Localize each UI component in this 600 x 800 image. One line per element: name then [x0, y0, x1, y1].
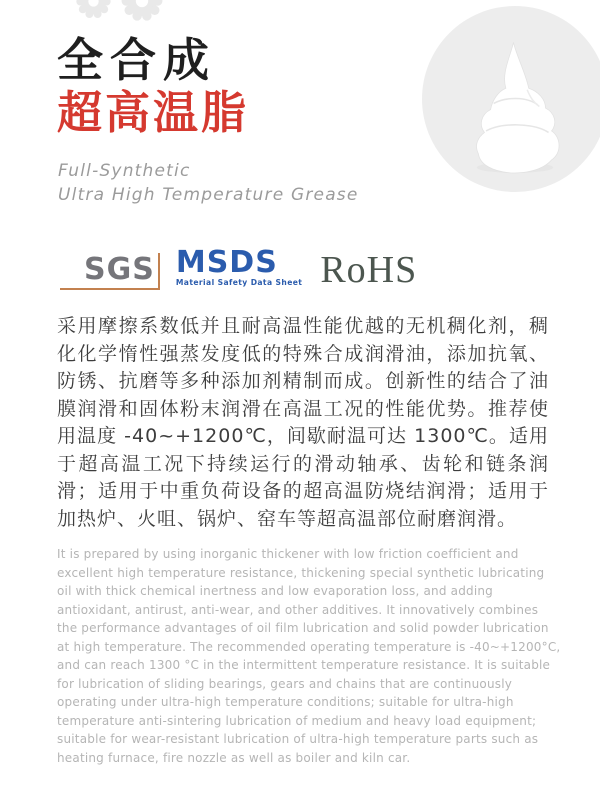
gear-icon [114, 0, 170, 29]
certification-logos [60, 241, 417, 290]
msds-logo-subtitle: Material Safety Data Sheet [175, 278, 303, 287]
subtitle-line-1: Full-Synthetic [58, 161, 191, 181]
msds-logo [175, 245, 303, 290]
product-title-cn: 全合成 [57, 33, 216, 87]
product-photo [422, 6, 600, 192]
gear-icon [70, 0, 117, 25]
grease-dollop-image [454, 20, 576, 190]
sgs-logo: SGS [60, 253, 160, 290]
rohs-logo: RoHS [320, 249, 418, 291]
description-chinese: 采用摩擦系数低并且耐高温性能优越的无机稠化剂，稠化化学惰性强蒸发度低的特殊合成润滑油，添加抗氧、防锈、抗磨等多种添加剂精制而成。创新性的结合了油膜润滑和固体粉末润滑在高温工况的性能优势。推荐使用温度 -40~+1200℃，间歇耐温可达 1300℃。适用于超高温工况下持续运行的滑动轴承、齿轮和链条润滑；适用于中重负荷设备的超高温防烧结润滑；适用于加热炉、火咀、锅炉、窑车等超高温部位耐磨润滑。 [57, 315, 549, 530]
description-english: It is prepared by using inorganic thickener with low friction coefficient and excellent high temperature resistance, thickening special synthetic lubricating oil with thick chemical inertness and low evaporation loss, and adding antioxidant, antirust, anti-wear, and other additives. It innovatively combines the performance advantages of oil film lubrication and solid powder lubrication at high temperature. The recommended operating temperature is -40~+1200°C, and can reach 1300 °C in the intermittent temperature resistance. It is suitable for lubrication of sliding bearings, gears and chains that are continuously operating under ultra-high temperature conditions; suitable for ultra-high temperature anti-sintering lubrication of medium and heavy load equipment; suitable for wear-resistant lubrication of ultra-high temperature parts such as heating furnace, fire nozzle as well as boiler and kiln car. [57, 547, 561, 765]
product-subtitle-en [58, 160, 359, 207]
msds-logo-label: MSDS [175, 245, 278, 280]
page-title [57, 34, 249, 138]
subtitle-line-2: Ultra High Temperature Grease [58, 184, 359, 205]
product-title-cn-red: 超高温脂 [57, 86, 250, 139]
